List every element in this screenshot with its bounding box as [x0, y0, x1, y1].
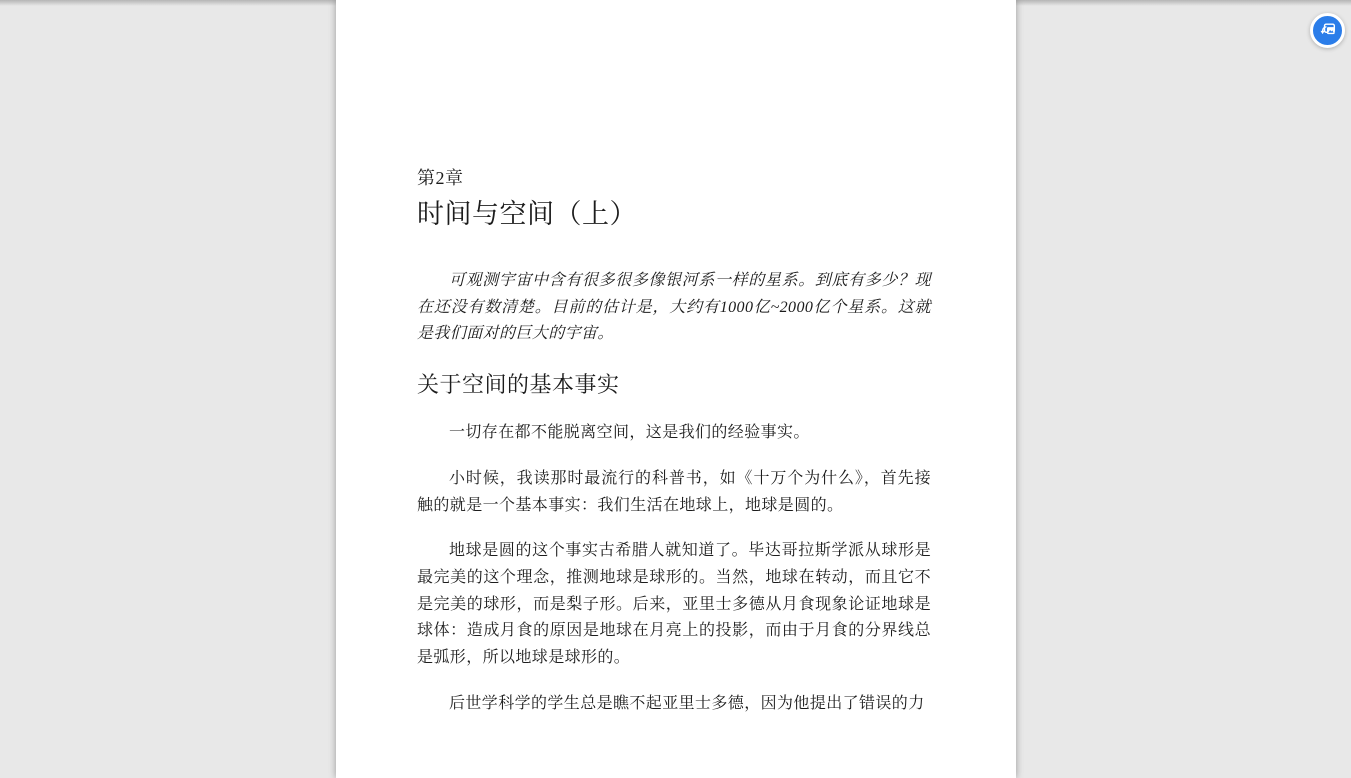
chapter-label: 第2章 — [417, 168, 464, 188]
body-paragraph: 后世学科学的学生总是瞧不起亚里士多德，因为他提出了错误的力 — [449, 694, 925, 712]
body-paragraph: 小时候，我读那时最流行的科普书，如《十万个为什么》，首先接触的就是一个基本事实：我们生活在地球上，地球是圆的。 — [417, 469, 931, 514]
page-content — [336, 0, 1016, 717]
intro-paragraph: 可观测宇宙中含有很多很多像银河系一样的星系。到底有多少？现在还没有数清楚。目前的估计是，大约有1000亿~2000亿个星系。这就是我们面对的巨大的宇宙。 — [417, 272, 931, 343]
chapter-title: 时间与空间（上） — [417, 199, 637, 229]
body-paragraph: 地球是圆的这个事实古希腊人就知道了。毕达哥拉斯学派从球形是最完美的这个理念，推测地球是球形的。当然，地球在转动，而且它不是完美的球形，而是梨子形。后来，亚里士多德从月食现象论证地球是球体：造成月食的原因是地球在月亮上的投影，而由于月食的分界线总是弧形，所以地球是球形的。 — [417, 542, 931, 667]
image-arrow-icon — [1317, 20, 1338, 41]
section-heading: 关于空间的基本事实 — [417, 372, 620, 398]
image-capture-button[interactable] — [1310, 13, 1345, 48]
body-paragraph: 一切存在都不能脱离空间，这是我们的经验事实。 — [449, 424, 810, 442]
document-page — [336, 0, 1016, 778]
